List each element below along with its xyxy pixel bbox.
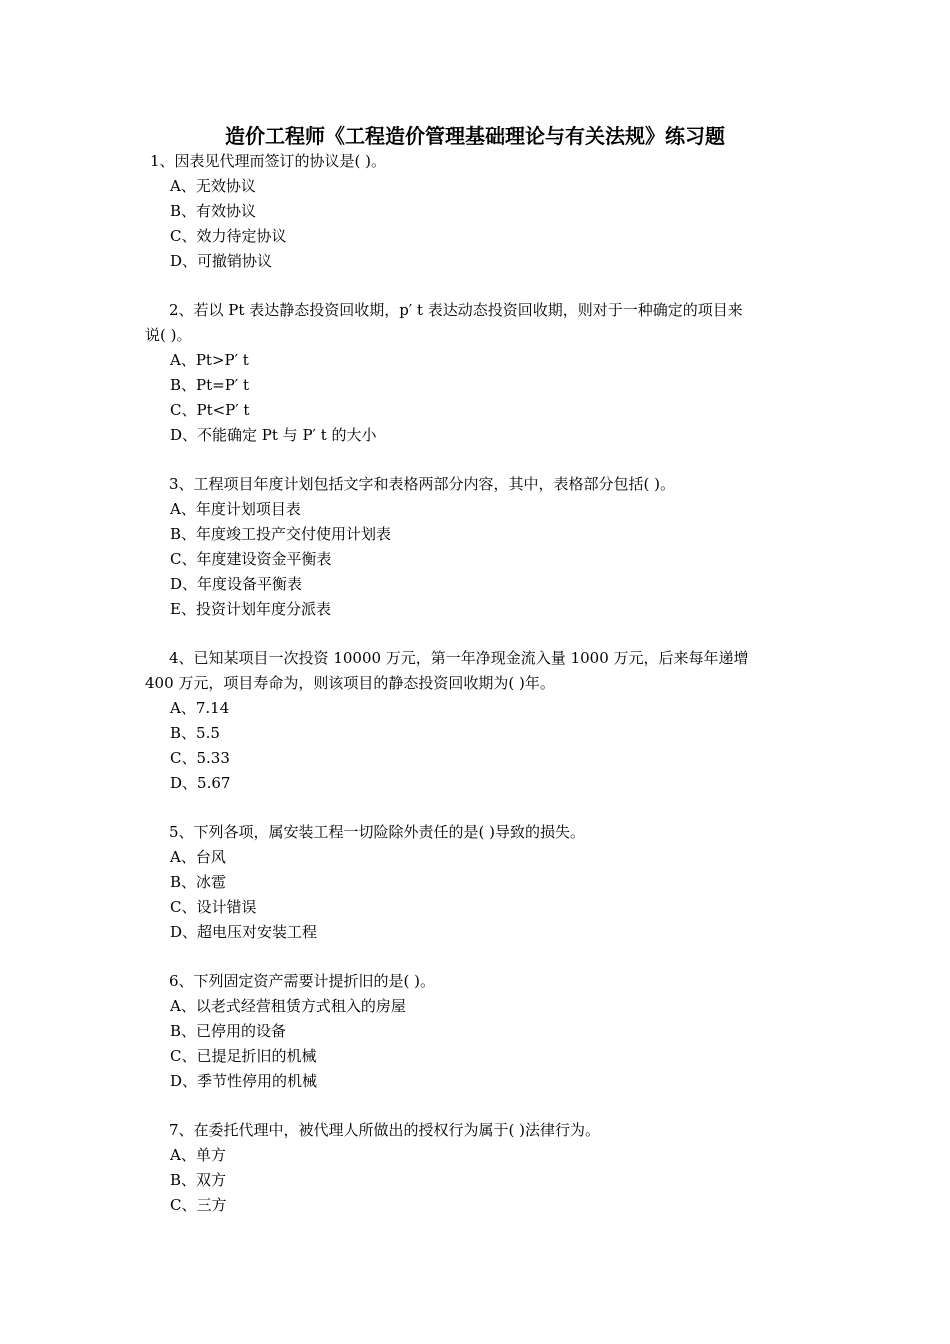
option-d: D、可撤销协议 <box>170 252 273 270</box>
question-4 <box>145 646 810 796</box>
option-a: A、以老式经营租赁方式租入的房屋 <box>170 997 406 1015</box>
option-a: A、7.14 <box>170 699 230 717</box>
option-b: B、双方 <box>170 1171 227 1189</box>
option-b: B、Pt=P′ t <box>170 376 250 394</box>
question-2 <box>145 298 810 448</box>
question-3 <box>145 472 810 622</box>
option-a: A、Pt>P′ t <box>170 351 249 369</box>
option-b: B、年度竣工投产交付使用计划表 <box>170 525 392 543</box>
option-c: C、年度建设资金平衡表 <box>170 550 332 568</box>
option-d: D、季节性停用的机械 <box>170 1072 318 1090</box>
question-stem: 2、若以 Pt 表达静态投资回收期，p′ t 表达动态投资回收期，则对于一种确定的项目来 <box>169 301 743 319</box>
option-b: B、已停用的设备 <box>170 1022 287 1040</box>
option-c: C、效力待定协议 <box>170 227 287 245</box>
option-a: A、无效协议 <box>170 177 256 195</box>
option-d: D、超电压对安装工程 <box>170 923 318 941</box>
option-c: C、5.33 <box>170 749 230 767</box>
option-d: D、5.67 <box>170 774 231 792</box>
question-7 <box>145 1118 810 1218</box>
option-b: B、5.5 <box>170 724 220 742</box>
question-list <box>145 149 810 1218</box>
option-a: A、台风 <box>170 848 226 866</box>
question-stem-continued: 说( )。 <box>145 326 192 344</box>
question-5 <box>145 820 810 945</box>
option-b: B、冰雹 <box>170 873 227 891</box>
option-c: C、设计错误 <box>170 898 257 916</box>
question-stem: 5、下列各项，属安装工程一切险除外责任的是( )导致的损失。 <box>169 823 586 841</box>
option-e: E、投资计划年度分派表 <box>170 600 331 618</box>
option-b: B、有效协议 <box>170 202 257 220</box>
option-d: D、年度设备平衡表 <box>170 575 303 593</box>
question-stem: 1、因表见代理而签订的协议是( )。 <box>150 152 387 170</box>
question-stem: 3、工程项目年度计划包括文字和表格两部分内容，其中，表格部分包括( )。 <box>169 475 676 493</box>
option-a: A、年度计划项目表 <box>170 500 301 518</box>
option-c: C、三方 <box>170 1196 227 1214</box>
option-a: A、单方 <box>170 1146 226 1164</box>
question-1 <box>145 149 810 274</box>
option-d: D、不能确定 Pt 与 P′ t 的大小 <box>170 426 377 444</box>
question-stem: 7、在委托代理中，被代理人所做出的授权行为属于( )法律行为。 <box>169 1121 601 1139</box>
option-c: C、Pt<P′ t <box>170 401 250 419</box>
question-stem: 6、下列固定资产需要计提折旧的是( )。 <box>169 972 436 990</box>
document-title: 造价工程师《工程造价管理基础理论与有关法规》练习题 <box>225 124 725 148</box>
question-stem: 4、已知某项目一次投资 10000 万元，第一年净现金流入量 1000 万元，后来每年递增 <box>169 649 749 667</box>
question-stem-continued: 400 万元，项目寿命为，则该项目的静态投资回收期为( )年。 <box>145 674 555 692</box>
question-6 <box>145 969 810 1094</box>
option-c: C、已提足折旧的机械 <box>170 1047 317 1065</box>
